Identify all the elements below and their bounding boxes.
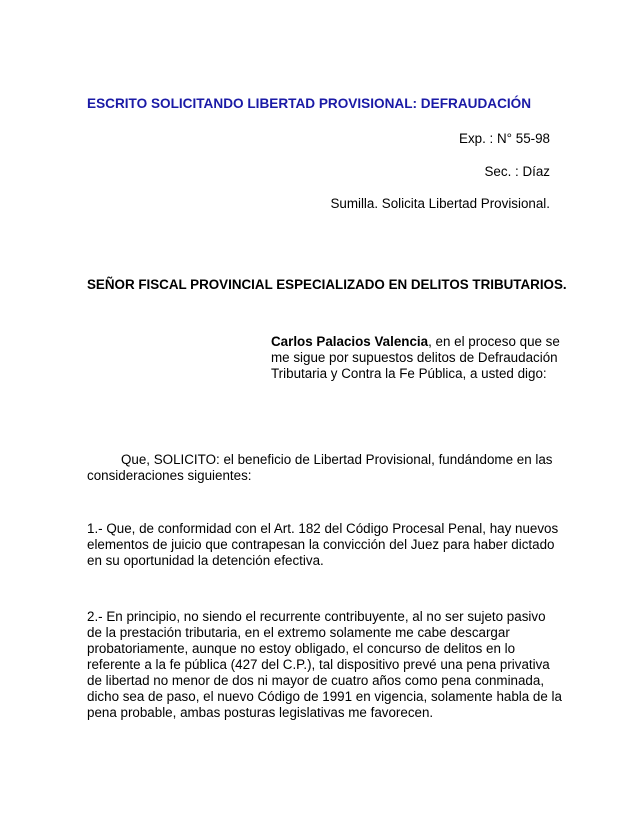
expediente-line: Exp. : N° 55-98 [459,131,550,146]
point-1-paragraph: 1.- Que, de conformidad con el Art. 182 del Código Procesal Penal, hay nuevos elementos de juicio que contrapesan la convicción del Juez para haber dictado en su oportunidad la detención efectiva. [87,521,559,568]
party-name: Carlos Palacios Valencia [271,334,429,349]
document-title: ESCRITO SOLICITANDO LIBERTAD PROVISIONAL: DEFRAUDACIÓN [87,96,532,111]
point-2-paragraph: 2.- En principio, no siendo el recurrente contribuyente, al no ser sujeto pasivo de la prestación tributaria, en el extremo solamente me cabe descargar probatoriamente, aunque no estoy obligado, el concurso de delitos en lo referente a la fe pública (427 del C.P.), tal dispositivo prevé una pena privativa de libertad no menor de dos ni mayor de cuatro años como pena conminada, dicho sea de paso, el nuevo Código de 1991 en vigencia, solamente habla de la pena probable, ambas posturas legislativas me favorecen. [87,609,562,720]
request-paragraph [87,452,562,484]
party-paragraph [271,334,561,382]
secretario-line: Sec. : Díaz [484,164,550,179]
party-text: , en el proceso que se me sigue por supuestos delitos de Defraudación Tributaria y Contra la Fe Pública, a usted digo: [271,334,560,381]
addressee-line: SEÑOR FISCAL PROVINCIAL ESPECIALIZADO EN DELITOS TRIBUTARIOS. [87,277,567,292]
sumilla-line: Sumilla. Solicita Libertad Provisional. [330,196,550,211]
request-text: Que, SOLICITO: el beneficio de Libertad Provisional, fundándome en las consideraciones siguientes: [87,452,553,483]
